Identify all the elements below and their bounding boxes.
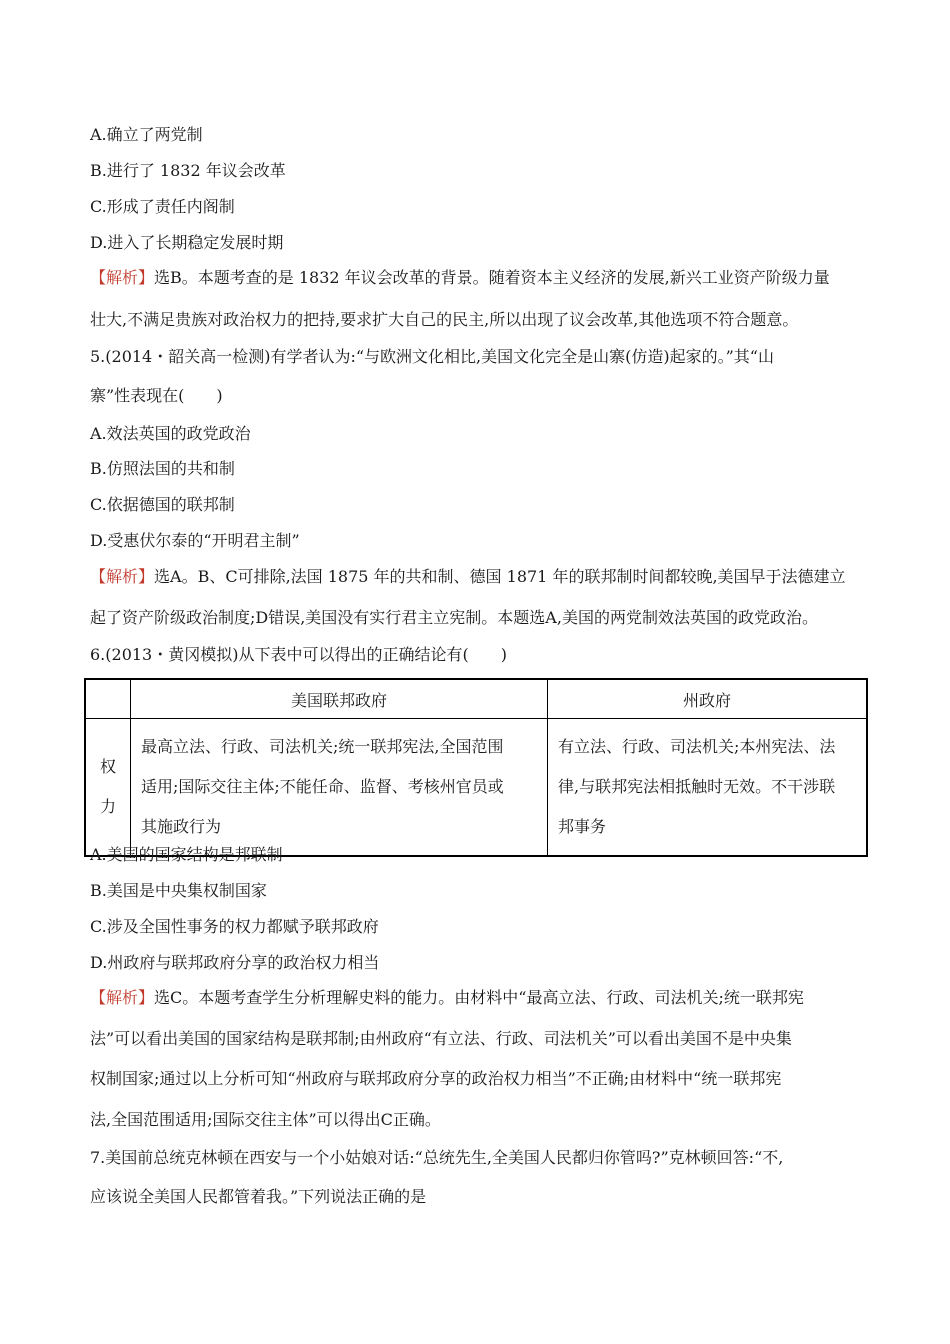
q4-option-b: B.进行了 1832 年议会改革: [90, 161, 286, 180]
q6-analysis-line-3: 权制国家;通过以上分析可知“州政府与联邦政府分享的政治权力相当”不正确;由材料中“统一联邦宪: [90, 1069, 782, 1088]
q5-option-a: A.效法英国的政党政治: [90, 424, 251, 443]
q6-analysis-line-1: [90, 988, 804, 1008]
federal-text-line-2: 适用;国际交往主体;不能任命、监督、考核州官员或: [141, 777, 504, 796]
table-corner-cell: [85, 679, 131, 719]
federal-text-line-3: 其施政行为: [141, 817, 222, 836]
q4-option-c: C.形成了责任内阁制: [90, 197, 235, 216]
q5-stem-line-1: 5.(2014・韶关高一检测)有学者认为:“与欧洲文化相比,美国文化完全是山寨(仿造)起家的。”其“山: [90, 347, 774, 366]
row-header-char-2: 力: [99, 797, 116, 816]
q6-option-c: C.涉及全国性事务的权力都赋予联邦政府: [90, 917, 379, 936]
q5-analysis-line-1: [90, 567, 846, 587]
table-cell-state: [548, 719, 868, 857]
q4-analysis-line-1: [90, 268, 830, 288]
q7-stem-line-2: 应该说全美国人民都管着我。”下列说法正确的是: [90, 1187, 427, 1206]
table-header-federal: 美国联邦政府: [131, 679, 548, 719]
q5-option-c: C.依据德国的联邦制: [90, 495, 235, 514]
q5-option-b: B.仿照法国的共和制: [90, 459, 235, 478]
q6-stem: 6.(2013・黄冈模拟)从下表中可以得出的正确结论有( ): [90, 645, 507, 664]
q6-analysis-text-1: 选C。本题考查学生分析理解史料的能力。由材料中“最高立法、行政、司法机关;统一联邦宪: [154, 988, 804, 1007]
table-header-row: [85, 679, 867, 719]
table-cell-federal: [131, 719, 548, 857]
state-text-line-2: 律,与联邦宪法相抵触时无效。不干涉联: [558, 777, 836, 796]
q5-analysis-line-2: 起了资产阶级政治制度;D错误,美国没有实行君主立宪制。本题选A,美国的两党制效法英国的政党政治。: [90, 608, 818, 627]
q6-option-b: B.美国是中央集权制国家: [90, 881, 267, 900]
q7-stem-line-1: 7.美国前总统克林顿在西安与一个小姑娘对话:“总统先生,全美国人民都归你管吗?”克林顿回答:“不,: [90, 1148, 784, 1167]
q5-analysis-text-1: 选A。B、C可排除,法国 1875 年的共和制、德国 1871 年的联邦制时间都较晚,美国早于法德建立: [154, 567, 846, 586]
q6-analysis-line-2: 法”可以看出美国的国家结构是联邦制;由州政府“有立法、行政、司法机关”可以看出美国不是中央集: [90, 1029, 792, 1048]
q5-stem-line-2: 寨”性表现在( ): [90, 386, 223, 405]
q6-option-a: A.美国的国家结构是邦联制: [90, 845, 283, 864]
q4-analysis-text-1: 选B。本题考查的是 1832 年议会改革的背景。随着资本主义经济的发展,新兴工业资产阶级力量: [154, 268, 830, 287]
q4-option-d: D.进入了长期稳定发展时期: [90, 233, 284, 252]
analysis-tag: 【解析】: [90, 988, 155, 1007]
q6-analysis-line-4: 法,全国范围适用;国际交往主体”可以得出C正确。: [90, 1110, 441, 1129]
power-comparison-table: [84, 678, 868, 857]
q5-option-d: D.受惠伏尔泰的“开明君主制”: [90, 531, 300, 550]
q4-analysis-line-2: 壮大,不满足贵族对政治权力的把持,要求扩大自己的民主,所以出现了议会改革,其他选项不符合题意。: [90, 310, 799, 329]
row-header-char-1: 权: [99, 757, 116, 776]
federal-text-line-1: 最高立法、行政、司法机关;统一联邦宪法,全国范围: [141, 737, 504, 756]
table-header-state: 州政府: [548, 679, 868, 719]
state-text-line-3: 邦事务: [558, 817, 607, 836]
q4-option-a: A.确立了两党制: [90, 125, 203, 144]
q6-option-d: D.州政府与联邦政府分享的政治权力相当: [90, 953, 380, 972]
state-text-line-1: 有立法、行政、司法机关;本州宪法、法: [558, 737, 836, 756]
analysis-tag: 【解析】: [90, 268, 155, 287]
analysis-tag: 【解析】: [90, 567, 155, 586]
table-row-header: [85, 719, 131, 857]
table-row: [85, 719, 867, 857]
